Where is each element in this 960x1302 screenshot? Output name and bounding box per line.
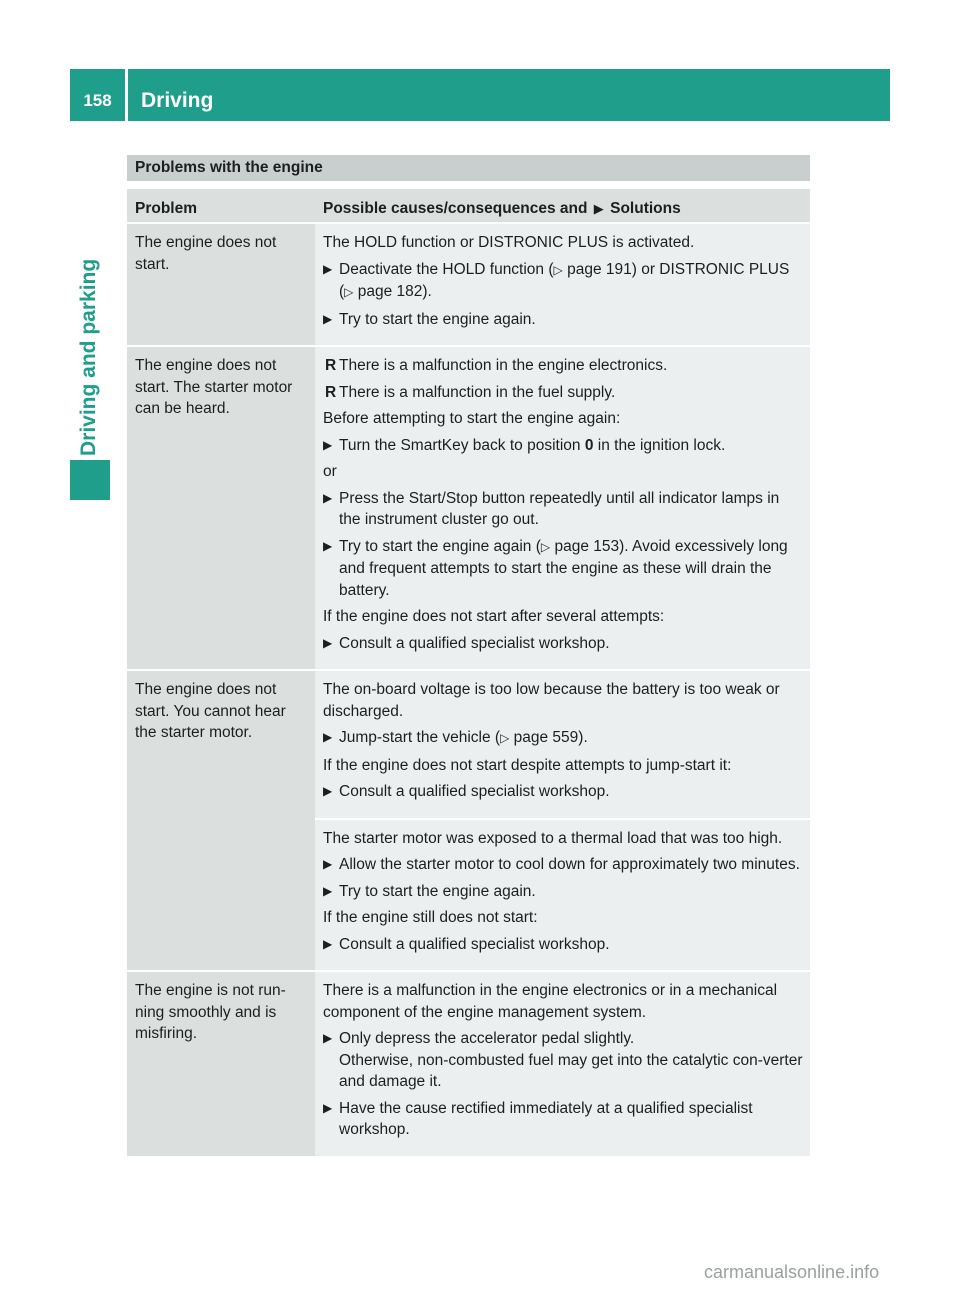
column-header-problem: Problem: [127, 189, 315, 223]
play-arrow-icon: ▶: [323, 1031, 333, 1045]
step: ▶ Try to start the engine again.: [323, 881, 804, 903]
play-arrow-icon: ▶: [323, 784, 333, 798]
problem-cell: The engine does not start.: [127, 223, 315, 346]
play-arrow-icon: ▶: [323, 883, 333, 898]
step: ▶ Have the cause rectified immediately at a qualified specialist workshop.: [323, 1099, 753, 1138]
step: ▶ Try to start the engine again (▷ page 153). Avoid excessively long and frequent attempts to start the engine as these will drain the battery.: [323, 537, 788, 599]
play-arrow-icon: ▶: [323, 311, 333, 326]
problem-cell: The engine does not start. You cannot hear the starter motor.: [127, 670, 315, 971]
side-tab-marker: [70, 460, 110, 500]
play-arrow-icon: ▶: [323, 261, 333, 276]
play-arrow-icon: ▶: [323, 730, 333, 744]
step: ▶ Only depress the accelerator pedal slightly. Otherwise, non-combusted fuel may get into the catalytic con-verter and damage it.: [323, 1030, 803, 1090]
page-reference-triangle-icon: ▷: [540, 539, 551, 554]
step: ▶ Try to start the engine again.: [323, 309, 804, 331]
step: ▶ Consult a qualified specialist workshop.: [323, 633, 804, 655]
problem-cell: The engine does not start. The starter motor can be heard.: [127, 346, 315, 670]
solution-cell: R There is a malfunction in the engine electronics. R There is a malfunction in the fuel supply. Before attempting to start the engine again: ▶ Turn the SmartKey back to position 0 in the ignition lock. or ▶ Press the Start/Stop button repeatedly until all indicator lamps in the instrument cluster go out. ▶ Try to start the engine again (▷ page 153). Avoid excessively long and frequent attempts to start the engine as these will drain the battery. If the engine does not start after several attempts: ▶ Consult a qualified specialist workshop.: [315, 346, 810, 670]
play-arrow-icon: ▶: [323, 538, 333, 553]
step: ▶ Consult a qualified specialist workshop.: [323, 781, 804, 803]
play-arrow-icon: ▶: [593, 201, 604, 216]
solution-cell: The HOLD function or DISTRONIC PLUS is activated. ▶ Deactivate the HOLD function (▷ page 191) or DISTRONIC PLUS (▷ page 182). ▶ Try to start the engine again.: [315, 223, 810, 346]
step: ▶ Consult a qualified specialist workshop.: [323, 934, 804, 956]
solution-cell: The starter motor was exposed to a thermal load that was too high. ▶ Allow the starter motor to cool down for approximately two minutes. ▶ Try to start the engine again. If the engine still does not start: ▶ Consult a qualified specialist workshop.: [315, 819, 810, 972]
step: ▶ Deactivate the HOLD function (▷ page 191) or DISTRONIC PLUS (▷ page 182).: [323, 260, 790, 300]
side-label-area: [70, 121, 110, 456]
table-row: [127, 670, 810, 819]
page-reference-triangle-icon: ▷: [344, 285, 354, 299]
play-arrow-icon: ▶: [323, 936, 333, 951]
play-arrow-icon: ▶: [323, 437, 333, 452]
watermark: carmanualsonline.info: [704, 1262, 880, 1282]
step: ▶ Jump-start the vehicle (▷ page 559).: [323, 727, 804, 750]
column-header-solutions: Possible causes/consequences and ▶ Solutions: [315, 189, 810, 223]
table-row: [127, 971, 810, 1156]
bullet-item: R There is a malfunction in the engine electronics.: [323, 355, 804, 377]
page-reference-triangle-icon: ▷: [500, 731, 510, 745]
play-arrow-icon: ▶: [323, 857, 333, 871]
bullet-item: R There is a malfunction in the fuel supply.: [323, 382, 804, 404]
step: ▶ Allow the starter motor to cool down for approximately two minutes.: [323, 854, 804, 876]
section-title: Problems with the engine: [127, 155, 810, 181]
step: ▶ Press the Start/Stop button repeatedly until all indicator lamps in the instrument cluster go out.: [323, 489, 780, 528]
solution-cell: The on-board voltage is too low because the battery is too weak or discharged. ▶ Jump-start the vehicle (▷ page 559). If the engine does not start despite attempts to jump-start it: ▶ Consult a qualified specialist workshop.: [315, 670, 810, 819]
page-number: 158: [83, 91, 112, 110]
solution-cell: There is a malfunction in the engine electronics or in a mechanical component of the engine management system. ▶ Only depress the accelerator pedal slightly. Otherwise, non-combusted fuel may get into the catalytic con-verter and damage it. ▶ Have the cause rectified immediately at a qualified specialist workshop.: [315, 971, 810, 1156]
table-header-row: [127, 189, 810, 223]
problem-cell: The engine is not run-ning smoothly and is misfiring.: [127, 971, 315, 1156]
page-reference-triangle-icon: ▷: [553, 262, 563, 277]
play-arrow-icon: ▶: [323, 1100, 333, 1115]
header-divider: [125, 69, 128, 121]
table-row: [127, 223, 810, 346]
chapter-title: Driving: [141, 89, 214, 112]
troubleshooting-table: [127, 189, 810, 1156]
play-arrow-icon: ▶: [323, 490, 333, 505]
play-arrow-icon: ▶: [323, 635, 333, 650]
bullet-r-icon: R: [325, 383, 337, 401]
bullet-r-icon: R: [325, 357, 337, 374]
step: ▶ Turn the SmartKey back to position 0 in the ignition lock.: [323, 435, 804, 457]
side-section-label: Driving and parking: [77, 258, 100, 456]
table-row: [127, 346, 810, 670]
